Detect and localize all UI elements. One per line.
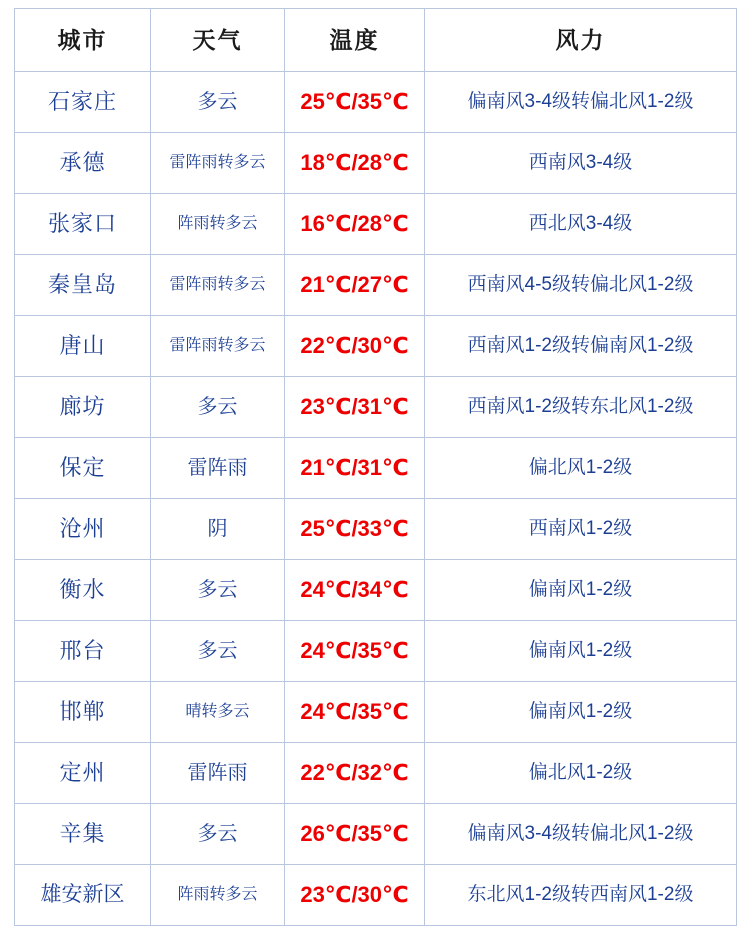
cell-city: 秦皇岛 <box>15 255 151 316</box>
cell-wind: 西南风3-4级 <box>425 133 737 194</box>
cell-wind: 偏南风1-2级 <box>425 560 737 621</box>
cell-temperature: 21℃/27℃ <box>285 255 425 316</box>
cell-city: 雄安新区 <box>15 865 151 926</box>
cell-temperature: 22℃/30℃ <box>285 316 425 377</box>
cell-wind: 西南风1-2级转偏南风1-2级 <box>425 316 737 377</box>
table-row <box>15 255 737 316</box>
cell-wind: 东北风1-2级转西南风1-2级 <box>425 865 737 926</box>
cell-weather: 雷阵雨 <box>151 438 285 499</box>
cell-city: 邢台 <box>15 621 151 682</box>
cell-city: 沧州 <box>15 499 151 560</box>
cell-wind: 偏南风3-4级转偏北风1-2级 <box>425 72 737 133</box>
cell-city: 辛集 <box>15 804 151 865</box>
cell-temperature: 24℃/35℃ <box>285 621 425 682</box>
table-header <box>15 9 737 72</box>
cell-wind: 偏北风1-2级 <box>425 438 737 499</box>
cell-wind: 偏北风1-2级 <box>425 743 737 804</box>
table-row <box>15 743 737 804</box>
cell-city: 张家口 <box>15 194 151 255</box>
cell-city: 石家庄 <box>15 72 151 133</box>
cell-city: 邯郸 <box>15 682 151 743</box>
table-row <box>15 804 737 865</box>
cell-weather: 多云 <box>151 72 285 133</box>
table-row <box>15 621 737 682</box>
cell-wind: 偏南风1-2级 <box>425 682 737 743</box>
table-row <box>15 438 737 499</box>
cell-city: 唐山 <box>15 316 151 377</box>
cell-temperature: 21℃/31℃ <box>285 438 425 499</box>
cell-weather: 雷阵雨 <box>151 743 285 804</box>
cell-temperature: 18℃/28℃ <box>285 133 425 194</box>
cell-temperature: 23℃/30℃ <box>285 865 425 926</box>
cell-city: 保定 <box>15 438 151 499</box>
cell-temperature: 25℃/35℃ <box>285 72 425 133</box>
cell-city: 承德 <box>15 133 151 194</box>
column-header-weather: 天气 <box>151 9 285 72</box>
table-row <box>15 72 737 133</box>
cell-wind: 西南风4-5级转偏北风1-2级 <box>425 255 737 316</box>
cell-weather: 多云 <box>151 804 285 865</box>
cell-wind: 偏南风3-4级转偏北风1-2级 <box>425 804 737 865</box>
cell-temperature: 24℃/34℃ <box>285 560 425 621</box>
cell-temperature: 26℃/35℃ <box>285 804 425 865</box>
cell-temperature: 23℃/31℃ <box>285 377 425 438</box>
table-row <box>15 499 737 560</box>
cell-weather: 阵雨转多云 <box>151 865 285 926</box>
table-row <box>15 865 737 926</box>
cell-weather: 雷阵雨转多云 <box>151 133 285 194</box>
weather-table <box>14 8 737 926</box>
table-row <box>15 316 737 377</box>
cell-temperature: 16℃/28℃ <box>285 194 425 255</box>
cell-weather: 多云 <box>151 560 285 621</box>
table-row <box>15 133 737 194</box>
cell-weather: 多云 <box>151 377 285 438</box>
cell-weather: 雷阵雨转多云 <box>151 255 285 316</box>
column-header-wind: 风力 <box>425 9 737 72</box>
cell-temperature: 24℃/35℃ <box>285 682 425 743</box>
cell-city: 廊坊 <box>15 377 151 438</box>
cell-weather: 阴 <box>151 499 285 560</box>
cell-temperature: 22℃/32℃ <box>285 743 425 804</box>
cell-weather: 晴转多云 <box>151 682 285 743</box>
table-body <box>15 72 737 926</box>
cell-temperature: 25℃/33℃ <box>285 499 425 560</box>
cell-city: 衡水 <box>15 560 151 621</box>
cell-weather: 阵雨转多云 <box>151 194 285 255</box>
cell-weather: 雷阵雨转多云 <box>151 316 285 377</box>
table-header-row <box>15 9 737 72</box>
cell-wind: 西南风1-2级转东北风1-2级 <box>425 377 737 438</box>
table-row <box>15 682 737 743</box>
cell-wind: 西北风3-4级 <box>425 194 737 255</box>
cell-city: 定州 <box>15 743 151 804</box>
cell-wind: 偏南风1-2级 <box>425 621 737 682</box>
table-row <box>15 194 737 255</box>
cell-weather: 多云 <box>151 621 285 682</box>
column-header-city: 城市 <box>15 9 151 72</box>
table-row <box>15 560 737 621</box>
cell-wind: 西南风1-2级 <box>425 499 737 560</box>
column-header-temperature: 温度 <box>285 9 425 72</box>
table-row <box>15 377 737 438</box>
